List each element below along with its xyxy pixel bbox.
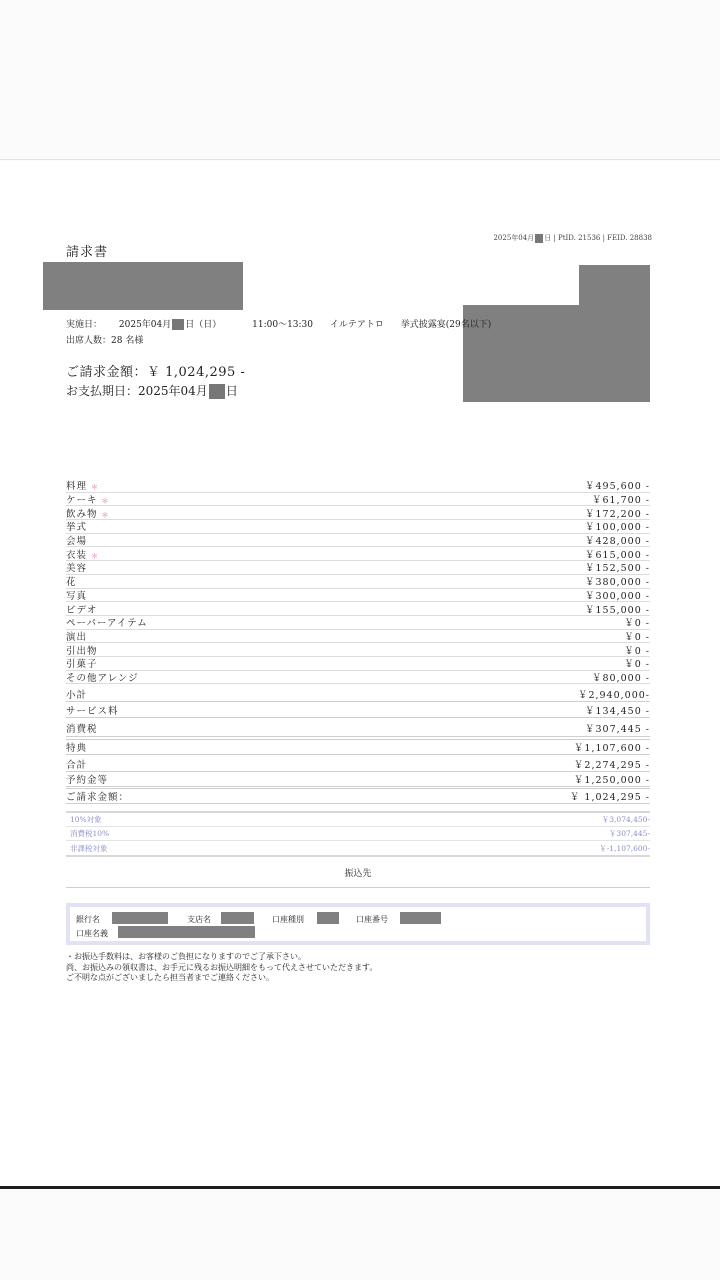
deposit-row: [66, 772, 650, 787]
line-item: [66, 589, 650, 603]
total-row: [66, 757, 650, 772]
item-value: ￥380,000 -: [584, 577, 650, 589]
line-items-table: [66, 479, 650, 684]
sum-label: 小計: [66, 689, 88, 701]
item-label: 演出: [66, 631, 88, 643]
tax-value: ￥307,445-: [608, 829, 650, 838]
sum-value: ￥1,250,000 -: [573, 775, 650, 786]
top-margin: [0, 0, 720, 160]
tax-row: [66, 813, 650, 827]
event-plan: 挙式披露宴(29名以下): [400, 320, 492, 330]
sum-value: ￥307,445 -: [584, 724, 650, 735]
item-value: ￥615,000 -: [584, 549, 650, 561]
tax-label: 消費税10%: [70, 829, 110, 838]
item-label: 引菓子: [66, 659, 98, 671]
redacted-due-day: [209, 384, 225, 399]
bank-details: [66, 903, 650, 945]
item-label: 衣装: [66, 549, 88, 561]
line-item: [66, 561, 650, 575]
line-item: [66, 547, 650, 561]
item-label: 美容: [66, 563, 88, 575]
document-title: 請求書: [66, 245, 109, 260]
sum-value: ￥1,107,600 -: [573, 743, 650, 754]
item-label: 花: [66, 577, 77, 589]
item-label: 挙式: [66, 522, 88, 534]
sum-label: 消費税: [66, 724, 98, 735]
item-value: ￥172,200 -: [584, 508, 650, 520]
tax-row: [66, 841, 650, 855]
billing-amount-heading: ご請求金額：￥ 1,024,295 -: [66, 365, 246, 380]
tax-breakdown: [66, 811, 650, 857]
item-label: ケーキ: [66, 495, 98, 507]
item-value: ￥100,000 -: [584, 522, 650, 534]
redacted-customer-name: [43, 262, 243, 310]
document-ids: | PtID. 21536 | FEID. 28838: [553, 234, 652, 242]
transfer-heading: 振込先: [66, 866, 650, 888]
branch-name-label: 支店名: [187, 915, 211, 924]
item-label: 飲み物: [66, 508, 98, 520]
item-value: ￥300,000 -: [584, 590, 650, 602]
item-label: 会場: [66, 536, 88, 548]
sum-label: ご請求金額：: [66, 792, 130, 803]
item-label: 引出物: [66, 645, 98, 657]
item-label: ビデオ: [66, 604, 98, 616]
item-value: ￥80,000 -: [592, 672, 650, 684]
item-value: ￥61,700 -: [592, 495, 650, 507]
event-date-prefix: 2025年04月: [118, 320, 172, 330]
item-label: 写真: [66, 590, 88, 602]
sum-value: ￥134,450 -: [584, 705, 650, 717]
benefit-row: [66, 739, 650, 755]
sum-label: 予約金等: [66, 775, 109, 786]
item-label: ペーパーアイテム: [66, 618, 148, 630]
bottom-margin: [0, 1189, 720, 1280]
account-type-label: 口座種別: [272, 915, 304, 924]
sum-label: 特典: [66, 743, 88, 754]
line-item: [66, 602, 650, 616]
line-item: [66, 479, 650, 493]
note-line: ご不明な点がございましたら担当者までご連絡ください。: [66, 973, 274, 982]
line-item: [66, 630, 650, 644]
sum-label: 合計: [66, 760, 88, 771]
line-item: [66, 643, 650, 657]
event-date-label: 実施日：: [66, 320, 103, 330]
issue-date-suffix: 日: [544, 234, 552, 242]
item-label: 料理: [66, 481, 88, 493]
item-value: ￥495,600 -: [584, 481, 650, 493]
billing-amount-row: [66, 788, 650, 804]
sum-label: サービス料: [66, 705, 119, 717]
bank-name-label: 銀行名: [76, 915, 100, 924]
item-mark: ＊: [91, 483, 100, 492]
redacted-account-type: [317, 912, 339, 924]
redacted-branch-name: [221, 912, 254, 924]
payment-notes: [66, 952, 377, 984]
tax-label: 非課税対象: [70, 843, 108, 853]
tax-label: 10%対象: [70, 815, 102, 824]
guest-count: 出席人数：28 名様: [66, 336, 144, 346]
line-item: [66, 671, 650, 685]
item-value: ￥0 -: [624, 659, 650, 671]
line-item: [66, 616, 650, 630]
line-item: [66, 657, 650, 671]
totals-table: [66, 686, 650, 804]
redacted-company-logo: [579, 265, 650, 310]
account-number-label: 口座番号: [356, 915, 388, 924]
tax-value: ￥3,074,450-: [601, 815, 650, 824]
due-prefix: お支払期日：2025年04月: [66, 384, 208, 398]
service-fee-row: [66, 702, 650, 718]
note-line: 尚、お振込みの領収書は、お手元に残るお振込明細をもって代えさせていただきます。: [66, 962, 378, 972]
item-value: ￥428,000 -: [584, 536, 650, 548]
event-venue: イルテアトロ: [329, 320, 384, 330]
item-value: ￥152,500 -: [584, 563, 650, 575]
consumption-tax-row: [66, 720, 650, 737]
event-time: 11:00～13:30: [252, 320, 314, 330]
issue-meta: [493, 233, 652, 243]
item-value: ￥0 -: [624, 631, 650, 643]
sum-value: ￥2,274,295 -: [573, 760, 650, 771]
payment-due-date: [66, 382, 238, 399]
due-suffix: 日: [225, 384, 238, 398]
line-item: [66, 575, 650, 589]
subtotal-row: [66, 686, 650, 702]
account-holder-label: 口座名義: [76, 929, 108, 938]
line-item: [66, 534, 650, 548]
event-info: [66, 317, 505, 330]
line-item: [66, 493, 650, 507]
item-mark: ＊: [91, 551, 100, 560]
item-mark: ＊: [101, 497, 110, 506]
redacted-account-number: [400, 912, 441, 924]
note-line: ・お振込手数料は、お客様のご負担になりますのでご了承下さい。: [66, 952, 306, 961]
item-value: ￥0 -: [624, 618, 650, 630]
tax-value: ￥-1,107,600-: [599, 843, 650, 853]
item-value: ￥0 -: [624, 645, 650, 657]
sum-value: ￥ 1,024,295 -: [569, 792, 650, 803]
redacted-day: [535, 234, 543, 243]
redacted-bank-name: [112, 912, 168, 924]
line-item: [66, 520, 650, 534]
item-label: その他アレンジ: [66, 672, 139, 684]
redacted-account-holder: [118, 926, 255, 938]
tax-row: [66, 827, 650, 841]
item-value: ￥155,000 -: [584, 604, 650, 616]
line-item: [66, 506, 650, 520]
redacted-event-day: [172, 319, 184, 330]
issue-date-prefix: 2025年04月: [493, 234, 535, 242]
event-date-suffix: 日（日）: [185, 320, 222, 330]
sum-value: ￥2,940,000-: [577, 689, 650, 701]
item-mark: ＊: [101, 510, 110, 519]
